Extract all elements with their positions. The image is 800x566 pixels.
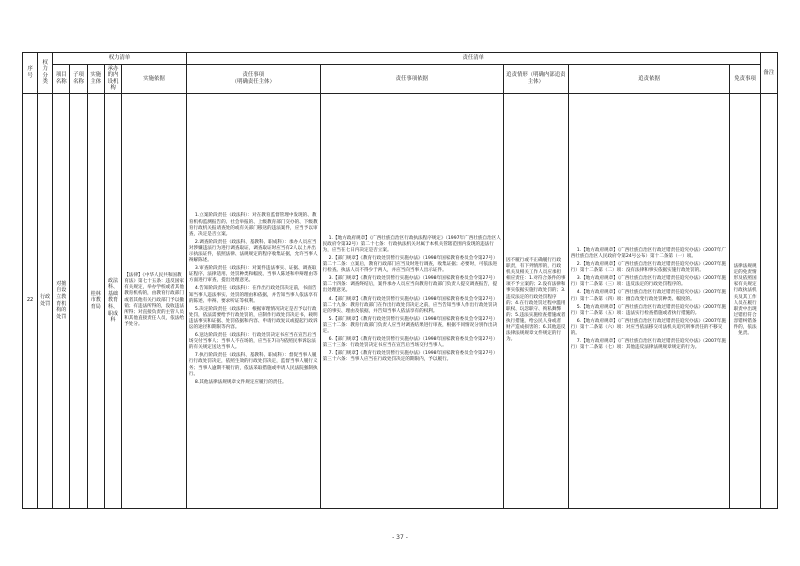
power-list-table-container — [22, 52, 778, 522]
accountability-basis-item: 3.【地方政府规章】《广西壮族自治区行政过错责任追究办法》（2007年施行）第十二条第（三）项：违反法定的行政处罚程序的。 — [570, 276, 726, 288]
cell-subitem-name — [70, 93, 87, 508]
duty-basis-item: 3.【部门规章】《教育行政处罚暂行实施办法》（1998年国家教育委员会令第27号）第二十四条：调查终结后，案件承办人员应当向教育行政部门负责人提交调查报告，提出处理意见。 — [322, 276, 498, 294]
duty-basis-item: 2.【部门规章】《教育行政处罚暂行实施办法》（1998年国家教育委员会令第27号）第二十二条：立案后，教育行政部门应当及时进行调查，收集证据；必要时，可依法进行检查。执法人员不得少于两人，并应当向当事人出示证件。 — [322, 256, 498, 274]
cell-duty-items — [186, 93, 320, 508]
duty-items-sublabel: （明确责任主体） — [231, 78, 275, 85]
cell-remark — [760, 93, 777, 508]
header-exemption: 免责事项 — [730, 65, 760, 94]
header-accountability-basis: 追责依据 — [568, 65, 730, 94]
duty-item: 7.执行阶段责任（政法科、基教科、职成科）：督促当事人履行行政处罚决定，依照生效的行政处罚决定，监督当事人履行义务；当事人逾期不履行的，依法采取措施或申请人民法院强制执行。 — [188, 353, 318, 377]
page-number: - 37 - — [392, 534, 408, 541]
header-seq: 序号 — [23, 53, 38, 94]
duty-item: 1.立案阶段责任（政法科）：对在教育监督管理中发现的、教育机构监测报告的、社会举报的、上级教育部门交办的、下级教育行政机关报请查处的或有关部门移送的违法案件，应当予以审查，决定是否立案。 — [188, 213, 318, 237]
header-duty-items — [186, 65, 320, 94]
duty-items-label: 责任事项 — [242, 72, 265, 79]
header-responsibility-list: 责任清单 — [186, 53, 760, 65]
table-row — [23, 93, 778, 508]
duty-item: 5.决定阶段责任（政法科）：根据审理情况决定是否予以行政处罚，依法需要给予行政处罚的，应制作行政处罚决定书，载明违法事实和证据、处罚依据和内容、申请行政复议或提起行政诉讼的途径和期限等内容。 — [188, 306, 318, 330]
header-power-list: 权力清单 — [53, 53, 187, 65]
header-internal-dept: 承办的内设机构 — [104, 65, 121, 94]
cell-item-name: 对擅自设立教育机构的处罚 — [53, 93, 70, 508]
power-responsibility-table — [22, 52, 778, 509]
duty-item: 8.其他法律法规规章文件规定应履行的责任。 — [194, 379, 287, 385]
duty-basis-item: 6.【部门规章】《教育行政处罚暂行实施办法》（1998年国家教育委员会令第27号）第三十三条：行政处罚决定书应当在宣告后当场交付当事人。 — [322, 337, 498, 349]
cell-exec-subject: 桂林市教育局 — [87, 93, 104, 508]
cell-internal-dept: 政法科、基础教育科、职成科 — [104, 93, 121, 508]
header-accountability: 追责情形（明确内部追责主体） — [503, 65, 568, 94]
cell-duty-basis — [320, 93, 503, 508]
header-category: 权力分类 — [38, 53, 53, 94]
duty-basis-item: 4.【部门规章】《教育行政处罚暂行实施办法》（1998年国家教育委员会令第27号）第二十九条：教育行政部门在作出行政处罚决定之前，应当告知当事人作出行政处罚决定的事实、理由及依据，并告知当事人依法享有的权利。 — [322, 296, 498, 314]
cell-accountability-basis — [568, 93, 730, 508]
header-subitem-name: 子项名称 — [70, 65, 87, 94]
accountability-basis-item: 6.【地方政府规章】《广西壮族自治区行政过错责任追究办法》（2007年施行）第十二条第（六）项：对应当依法移交司法机关追究刑事责任的不移交的。 — [570, 318, 726, 337]
cell-basis: 【法律】《中华人民共和国教育法》第七十五条：违反国家有关规定，举办学校或者其他教育机构的，由教育行政部门或者其他有关行政部门予以撤销；有违法所得的，没收违法所得；对直接负责的主管人员和其他直接责任人员，依法给予处分。 — [122, 93, 187, 508]
duty-item: 2.调查阶段责任（政法科、基教科、职成科）：承办人员应当对涉嫌违法行为进行调查取证，调查取证时应当有2人以上并出示执法证件，依照法律、法规规定的程序收集证据，允许当事人辩解陈述。 — [188, 239, 318, 264]
duty-basis-item: 7.【部门规章】《教育行政处罚暂行实施办法》（1998年国家教育委员会令第27号）第三十六条：当事人应当在行政处罚决定的期限内，予以履行。 — [322, 351, 498, 363]
cell-exemption: 法律法规规定的免责情形及依照国家有关规定行政执法机关及其工作人员在履行职责中出现过错但符合容错纠错条件的，依法免责。 — [730, 93, 760, 508]
duty-basis-item: 5.【部门规章】《教育行政处罚暂行实施办法》（1998年国家教育委员会令第27号）第三十二条：教育行政部门负责人应当对调查结果进行审查，根据不同情况分别作出决定。 — [322, 316, 498, 335]
accountability-basis-item: 2.【地方政府规章】《广西壮族自治区行政过错责任追究办法》（2007年施行）第十二条第（二）项：没有法律和事实依据实施行政处罚的。 — [570, 262, 726, 274]
header-row-1 — [23, 53, 778, 65]
duty-item: 3.审查阶段责任（政法科）：对案件违法事实、证据、调查取证程序、法律适用、处罚种类和幅度、当事人陈述和申辩理由等方面进行审查，提出处理意见。 — [188, 266, 318, 284]
header-row-2 — [23, 65, 778, 94]
header-item-name: 项目名称 — [53, 65, 70, 94]
cell-category: 行政处罚 — [38, 93, 53, 508]
accountability-basis-item: 4.【地方政府规章】《广西壮族自治区行政过错责任追究办法》（2007年施行）第十二条第（四）项：擅自改变行政处罚种类、幅度的。 — [570, 290, 726, 302]
accountability-basis-item: 7.【地方政府规章】《广西壮族自治区行政过错责任追究办法》（2007年施行）第十二条第（七）项：其他违反法律法规规章规定的行为。 — [570, 339, 726, 351]
duty-item: 6.送达阶段责任（政法科）：行政处罚决定书应当在宣告后当场交付当事人；当事人不在场的，应当在7日内依照民事诉讼法的有关规定送达当事人。 — [188, 333, 317, 351]
accountability-basis-item: 5.【地方政府规章】《广西壮族自治区行政过错责任追究办法》（2007年施行）第十二条第（五）项：违法实行检查措施或者执行措施的。 — [570, 304, 726, 316]
header-basis: 实施依据 — [122, 65, 187, 94]
header-remark: 备注 — [760, 53, 777, 94]
duty-basis-item: 1.【地方政府规章】《广西壮族自治区行政执法程序规定》（1997年广西壮族自治区人民政府令第32号）第二十七条：行政执法机关对属于本机关管辖范围内发现的违法行为，应当在七日内决定是否立案。 — [322, 235, 501, 253]
header-duty-basis: 责任事项依据 — [320, 65, 503, 94]
duty-item: 4.告知阶段责任（政法科）：在作出行政处罚决定前，书面告知当事人违法事实、处罚的理由和依据，并告知当事人依法享有的陈述、申辩、要求听证等权利。 — [188, 286, 318, 304]
cell-accountability: 因不履行或不正确履行行政职责，有下列情形的，行政机关及相关工作人员应承担相应责任：1.对符合条件的事项不予立案的；2.没有法律和事实依据实施行政处罚的；3.违反法定的行政处罚程序的；4.在行政处罚过程中滥用职权、玩忽职守、徇私舞弊的；5.违法实施检查措施或者执行措施，给公民人身或者财产造成损害的；6.其他违反法律法规规章文件规定的行为。 — [503, 93, 568, 508]
header-exec-subject: 实施主体 — [87, 65, 104, 94]
accountability-basis-item: 1.【地方政府规章】《广西壮族自治区行政过错责任追究办法》（2007年广西壮族自治区人民政府令第24号公布）第十二条第（一）项。 — [570, 247, 726, 260]
cell-seq: 22 — [23, 93, 38, 508]
